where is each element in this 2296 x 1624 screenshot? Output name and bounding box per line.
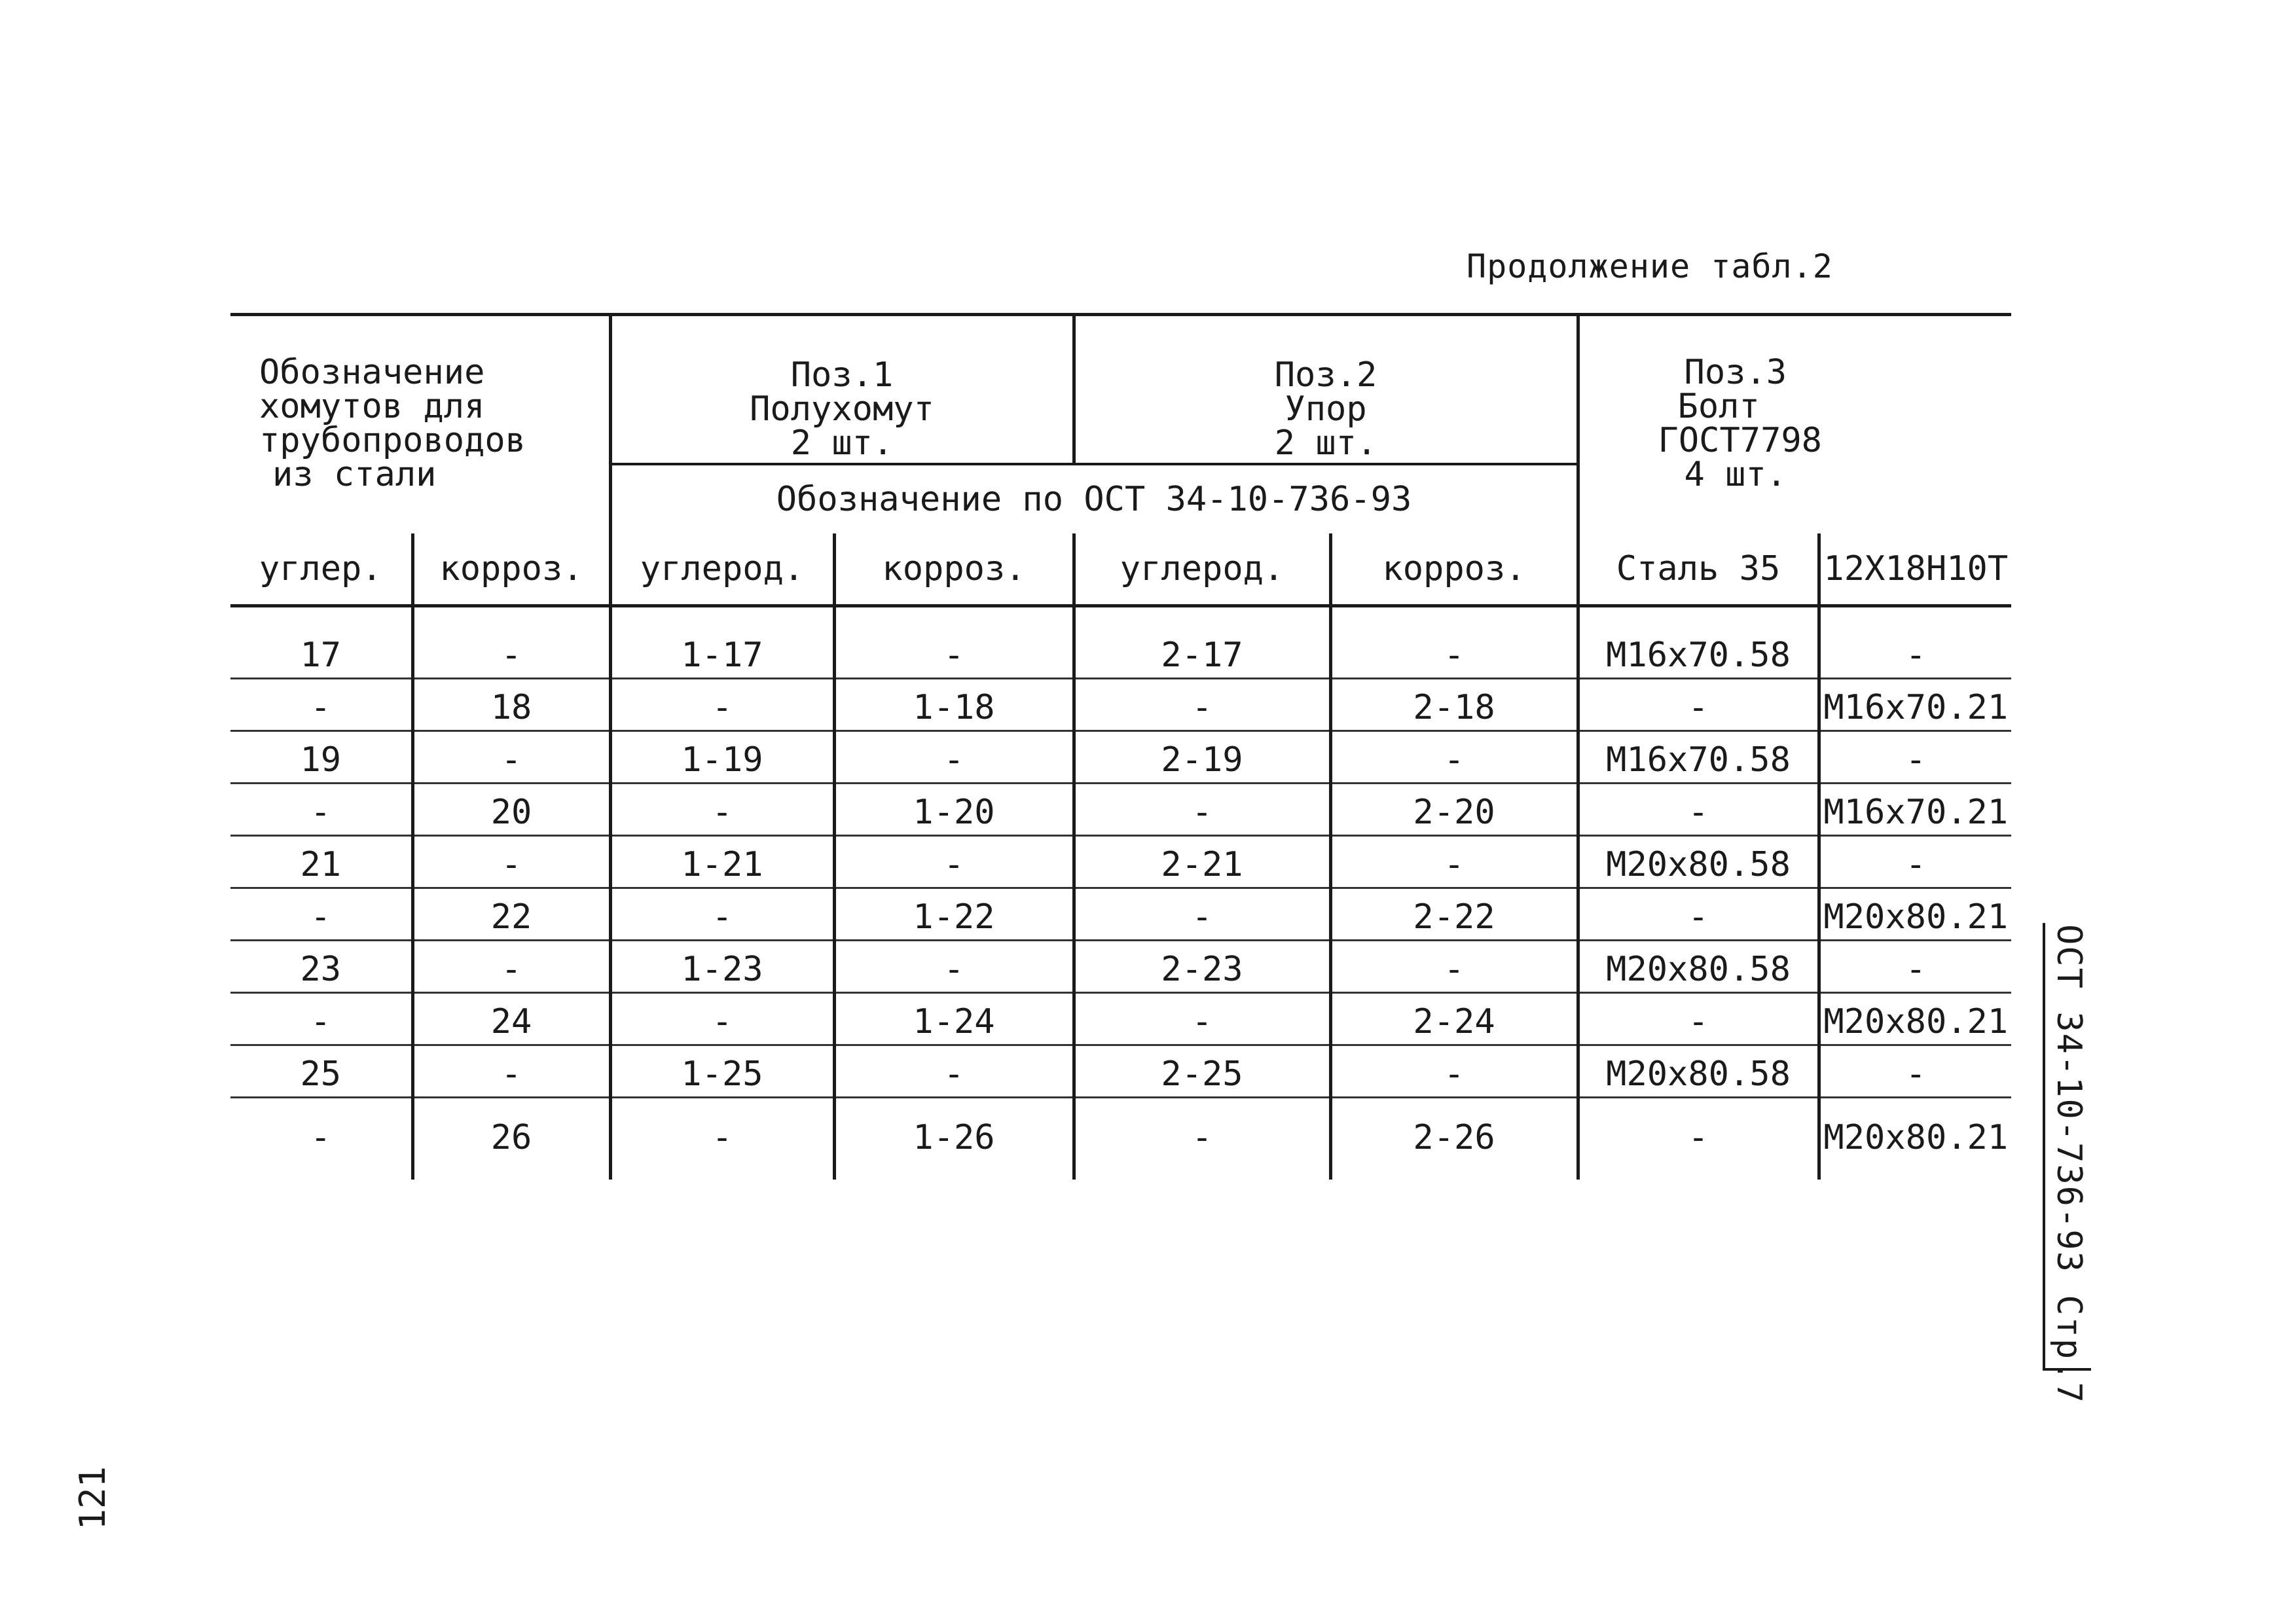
table-cell: 21 — [230, 835, 412, 888]
table-cell: 2-19 — [1074, 731, 1330, 783]
table-cell: 2-22 — [1330, 888, 1578, 940]
table-cell: - — [834, 940, 1074, 992]
table-row — [230, 888, 2011, 940]
table-row — [230, 731, 2011, 783]
table-caption: Продолжение табл.2 — [1467, 247, 1833, 285]
table-cell: М20х80.58 — [1578, 1045, 1819, 1097]
table-cell: - — [412, 731, 610, 783]
header-line: Поз.1 — [790, 355, 894, 395]
page-number: 121 — [72, 1466, 113, 1530]
table-cell: М16х70.58 — [1578, 731, 1819, 783]
table-cell: 1-20 — [834, 783, 1074, 835]
table-cell: - — [230, 1097, 412, 1180]
table-cell: 1-26 — [834, 1097, 1074, 1180]
table-cell: - — [1330, 940, 1578, 992]
header-pos1 — [610, 315, 1074, 464]
table-cell: 1-21 — [610, 835, 834, 888]
table-cell: - — [230, 783, 412, 835]
table-cell: - — [1074, 992, 1330, 1045]
header-line: Поз.3 — [1684, 353, 1787, 392]
table-cell: - — [1819, 940, 2011, 992]
table-cell: М16х70.58 — [1578, 627, 1819, 679]
table-cell: М20х80.21 — [1823, 1117, 2009, 1157]
table-cell: - — [1074, 783, 1330, 835]
table-cell: - — [412, 835, 610, 888]
header-line: Упор — [1285, 389, 1367, 429]
table-row — [230, 940, 2011, 992]
table-cell: М20х80.58 — [1578, 835, 1819, 888]
table-cell: 2-17 — [1074, 627, 1330, 679]
table-cell: - — [610, 678, 834, 731]
header-line: Полухомут — [750, 389, 934, 429]
header-line: из стали — [272, 455, 437, 494]
table-cell: - — [610, 783, 834, 835]
table-cell: 17 — [230, 627, 412, 679]
table-row — [230, 835, 2011, 888]
table-row — [230, 992, 2011, 1045]
header-line: ГОСТ7798 — [1658, 421, 1822, 460]
colhead-pos2-corrosion: корроз. — [1330, 533, 1578, 606]
table-cell: - — [412, 627, 610, 679]
table-cell: - — [1074, 888, 1330, 940]
table-cell: 2-20 — [1330, 783, 1578, 835]
table-cell: - — [1578, 678, 1819, 731]
colhead-pos2-carbon: углерод. — [1074, 533, 1330, 606]
table-cell: - — [1578, 992, 1819, 1045]
table-cell: - — [230, 888, 412, 940]
table-cell: 26 — [412, 1097, 610, 1180]
colhead-pos3-steel35: Сталь 35 — [1578, 533, 1819, 606]
table-row — [230, 1045, 2011, 1097]
side-document-label: ОСТ 34-10-736-93 Стр.7 — [2049, 924, 2088, 1404]
table-cell: 1-24 — [834, 992, 1074, 1045]
designation-header: Обозначение по ОСТ 34-10-736-93 — [610, 464, 1578, 533]
table-cell: - — [1330, 835, 1578, 888]
table-cell: - — [1578, 1097, 1819, 1180]
colhead-carbon: углер. — [230, 533, 412, 606]
table-cell: 24 — [412, 992, 610, 1045]
table-cell: М16х70.21 — [1819, 783, 2011, 835]
table-cell: 22 — [412, 888, 610, 940]
colhead-pos1-carbon: углерод. — [610, 533, 834, 606]
table-cell: 2-23 — [1074, 940, 1330, 992]
table-cell: 1-22 — [834, 888, 1074, 940]
table-cell: 1-25 — [610, 1045, 834, 1097]
table-cell: 20 — [412, 783, 610, 835]
table-cell: - — [610, 1097, 834, 1180]
table-cell: - — [230, 992, 412, 1045]
header-line: Болт — [1677, 387, 1760, 426]
table-cell: 2-25 — [1074, 1045, 1330, 1097]
table-cell: 1-19 — [610, 731, 834, 783]
header-line: 4 шт. — [1684, 455, 1787, 494]
table-body — [230, 627, 2011, 1180]
colhead-pos1-corrosion: корроз. — [834, 533, 1074, 606]
header-pos2 — [1074, 315, 1578, 464]
header-line: 2 шт. — [1274, 423, 1377, 463]
table-cell: - — [834, 731, 1074, 783]
table-cell: - — [1330, 731, 1578, 783]
table-cell: - — [610, 992, 834, 1045]
table-cell: - — [412, 940, 610, 992]
header-line: хомутов для — [259, 387, 485, 426]
table-cell: 2-21 — [1074, 835, 1330, 888]
table-cell: - — [1819, 731, 2011, 783]
colhead-pos3-stainless: 12Х18Н10Т — [1819, 533, 2011, 606]
table-cell: - — [1074, 678, 1330, 731]
table-cell: - — [412, 1045, 610, 1097]
table-row — [230, 627, 2011, 679]
specification-table — [230, 313, 2011, 1180]
header-pos3 — [1578, 315, 2011, 533]
table-cell: 1-17 — [610, 627, 834, 679]
table-cell: - — [1819, 1045, 2011, 1097]
table-cell: М16х70.21 — [1819, 678, 2011, 731]
table-cell: - — [834, 835, 1074, 888]
table-cell: - — [1819, 835, 2011, 888]
table-cell: - — [834, 627, 1074, 679]
table-cell: - — [1578, 783, 1819, 835]
table-cell: 2-26 — [1330, 1097, 1578, 1180]
table-cell: М20х80.58 — [1578, 940, 1819, 992]
header-steel-designation — [230, 315, 610, 533]
table-cell: 1-23 — [610, 940, 834, 992]
table-cell: - — [1819, 627, 2011, 679]
table-row — [230, 1097, 2011, 1180]
table-cell: - — [610, 888, 834, 940]
table-cell: - — [1578, 888, 1819, 940]
table-cell: М20х80.21 — [1819, 992, 2011, 1045]
header-line: 2 шт. — [790, 423, 894, 463]
header-line: Поз.2 — [1274, 355, 1377, 395]
table-cell: 2-24 — [1330, 992, 1578, 1045]
colhead-corrosion: корроз. — [412, 533, 610, 606]
table-cell: 18 — [412, 678, 610, 731]
table-cell: - — [834, 1045, 1074, 1097]
header-line: Обозначение — [259, 353, 485, 392]
table-row — [230, 678, 2011, 731]
table-cell: 2-18 — [1330, 678, 1578, 731]
table-cell: 1-18 — [834, 678, 1074, 731]
table-cell: М20х80.21 — [1819, 888, 2011, 940]
table-row — [230, 783, 2011, 835]
table-cell: - — [1330, 1045, 1578, 1097]
table-cell: - — [230, 678, 412, 731]
table-cell: 23 — [230, 940, 412, 992]
table-cell: 19 — [230, 731, 412, 783]
table-cell: - — [1074, 1097, 1330, 1180]
table-cell: 25 — [230, 1045, 412, 1097]
table-cell: - — [1330, 627, 1578, 679]
header-line: трубопроводов — [259, 421, 526, 460]
